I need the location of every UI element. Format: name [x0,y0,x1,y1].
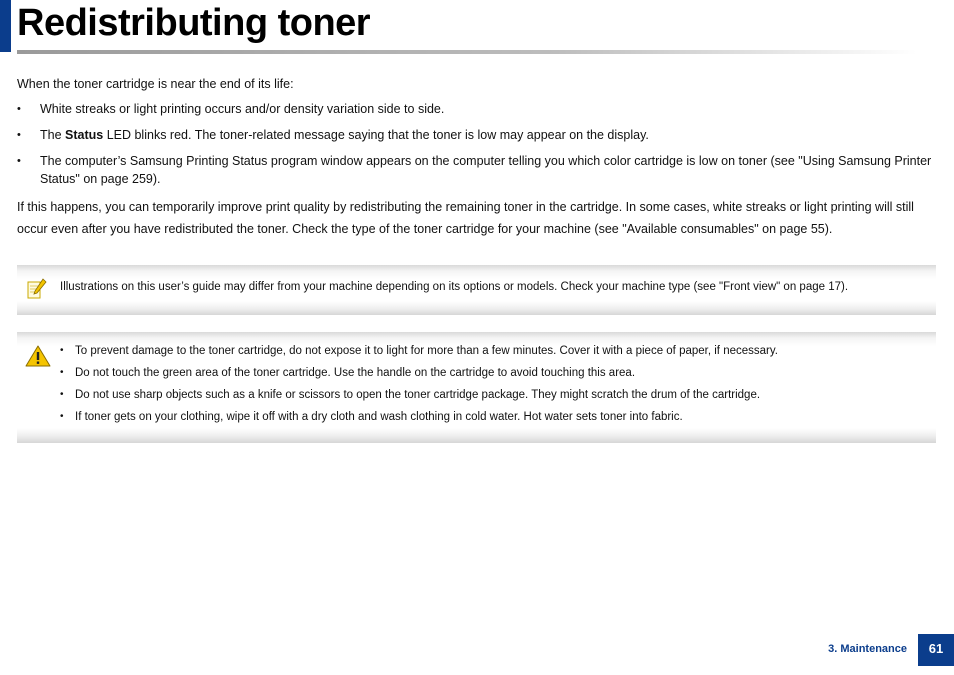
list-item-text: The computer’s Samsung Printing Status program window appears on the computer telling you which color cartridge is low on toner (see "Using Samsung Printer Status" on page 259). [40,154,932,186]
list-item [17,100,937,118]
note-text: Illustrations on this user’s guide may differ from your machine depending on its options or models. Check your machine type (see "Front view" on page 17). [60,281,849,293]
caution-box [17,332,936,443]
list-item: • Do not touch the green area of the toner cartridge. Use the handle on the cartridge to avoid touching this area. [60,364,920,386]
caution-list [60,342,920,430]
list-item: • To prevent damage to the toner cartridge, do not expose it to light for more than a few minutes. Cover it with a piece of paper, if necessary. [60,342,920,364]
warning-triangle-icon [25,344,51,368]
footer-section-label: 3. Maintenance [828,643,907,655]
list-item [17,152,937,188]
page-title: Redistributing toner [17,2,371,44]
list-item-suffix: LED blinks red. The toner-related message saying that the toner is low may appear on the display. [103,128,649,142]
header-accent-bar [0,0,11,52]
note-pencil-icon [26,277,48,301]
list-item: • If toner gets on your clothing, wipe it off with a dry cloth and wash clothing in cold water. Hot water sets toner into fabric. [60,408,920,430]
page-number: 61 [918,634,954,666]
redistribute-paragraph: If this happens, you can temporarily improve print quality by redistributing the remaining toner in the cartridge. In some cases, white streaks or light printing will still occur even after you have redistributed the toner. Check the type of the toner cartridge for your machine (see "Available consumables" on page 55). [17,200,914,236]
intro-text: When the toner cartridge is near the end of its life: [17,77,294,91]
list-item-prefix: The [40,128,66,142]
main-content [17,74,937,240]
title-divider [17,50,917,54]
list-item-text: White streaks or light printing occurs and/or density variation side to side. [40,102,445,116]
list-item [17,126,937,144]
list-item: • Do not use sharp objects such as a knife or scissors to open the toner cartridge package. They might scratch the drum of the cartridge. [60,386,920,408]
symptom-list [17,100,937,188]
note-box [17,265,936,315]
status-led-label: Status [65,128,104,142]
